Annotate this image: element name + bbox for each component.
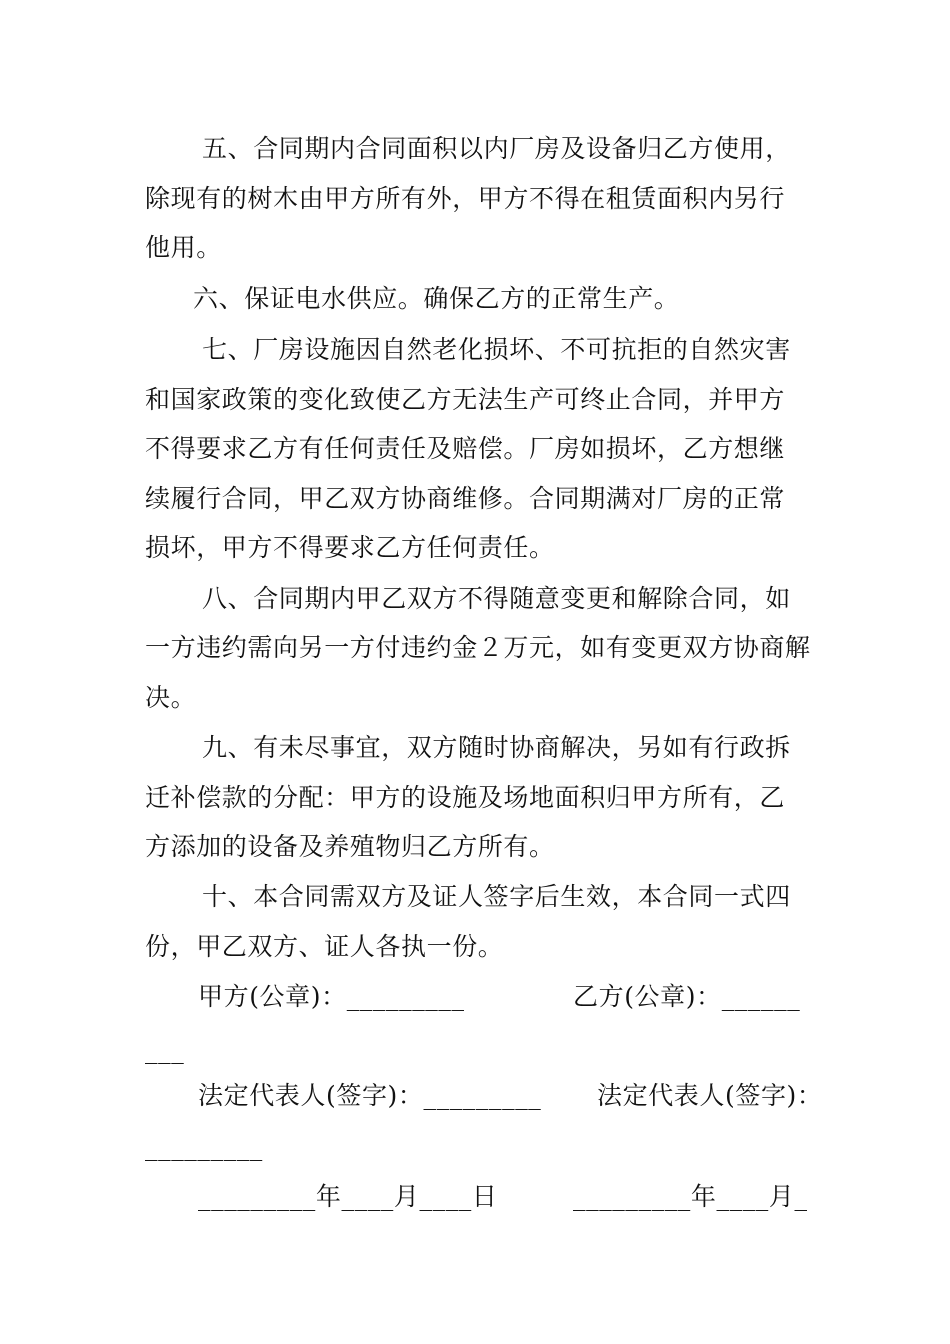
clause-6-line-1: 六、保证电水供应。确保乙方的正常生产。	[193, 284, 680, 313]
clause-5-line-2: 除现有的树木由甲方所有外，甲方不得在租赁面积内另行	[145, 184, 786, 213]
clause-8-line-1: 八、合同期内甲乙双方不得随意变更和解除合同，如	[202, 584, 791, 613]
party-a-seal-line: 甲方(公章)：_________	[198, 982, 465, 1011]
party-b-representative-continuation: _________	[145, 1132, 263, 1161]
clause-5-line-1: 五、合同期内合同面积以内厂房及设备归乙方使用，	[202, 134, 791, 163]
party-b-seal-continuation: ___	[145, 1035, 185, 1064]
party-a-representative-line: 法定代表人(签字)：_________	[198, 1081, 542, 1110]
clause-10-line-1: 十、本合同需双方及证人签字后生效，本合同一式四	[202, 882, 791, 911]
party-a-date-line: _________年____月____日	[198, 1182, 498, 1211]
clause-10-line-2: 份，甲乙双方、证人各执一份。	[145, 932, 504, 961]
clause-9-line-1: 九、有未尽事宜，双方随时协商解决，另如有行政拆	[202, 733, 791, 762]
party-b-representative-line: 法定代表人(签字)：	[597, 1081, 823, 1110]
clause-9-line-2: 迁补偿款的分配：甲方的设施及场地面积归甲方所有，乙	[145, 783, 786, 812]
clause-7-line-1: 七、厂房设施因自然老化损坏、不可抗拒的自然灾害	[202, 335, 791, 364]
clause-7-line-5: 损坏，甲方不得要求乙方任何责任。	[145, 533, 555, 562]
clause-7-line-4: 续履行合同，甲乙双方协商维修。合同期满对厂房的正常	[145, 484, 786, 513]
party-b-date-line: _________年____月_	[573, 1182, 808, 1211]
party-b-seal-line: 乙方(公章)：______	[573, 982, 801, 1011]
clause-8-line-3: 决。	[145, 683, 197, 712]
clause-7-line-2: 和国家政策的变化致使乙方无法生产可终止合同，并甲方	[145, 385, 786, 414]
clause-7-line-3: 不得要求乙方有任何责任及赔偿。厂房如损坏，乙方想继	[145, 434, 786, 463]
clause-9-line-3: 方添加的设备及养殖物归乙方所有。	[145, 832, 555, 861]
clause-5-line-3: 他用。	[145, 233, 222, 262]
clause-8-line-2: 一方违约需向另一方付违约金２万元，如有变更双方协商解	[145, 633, 811, 662]
